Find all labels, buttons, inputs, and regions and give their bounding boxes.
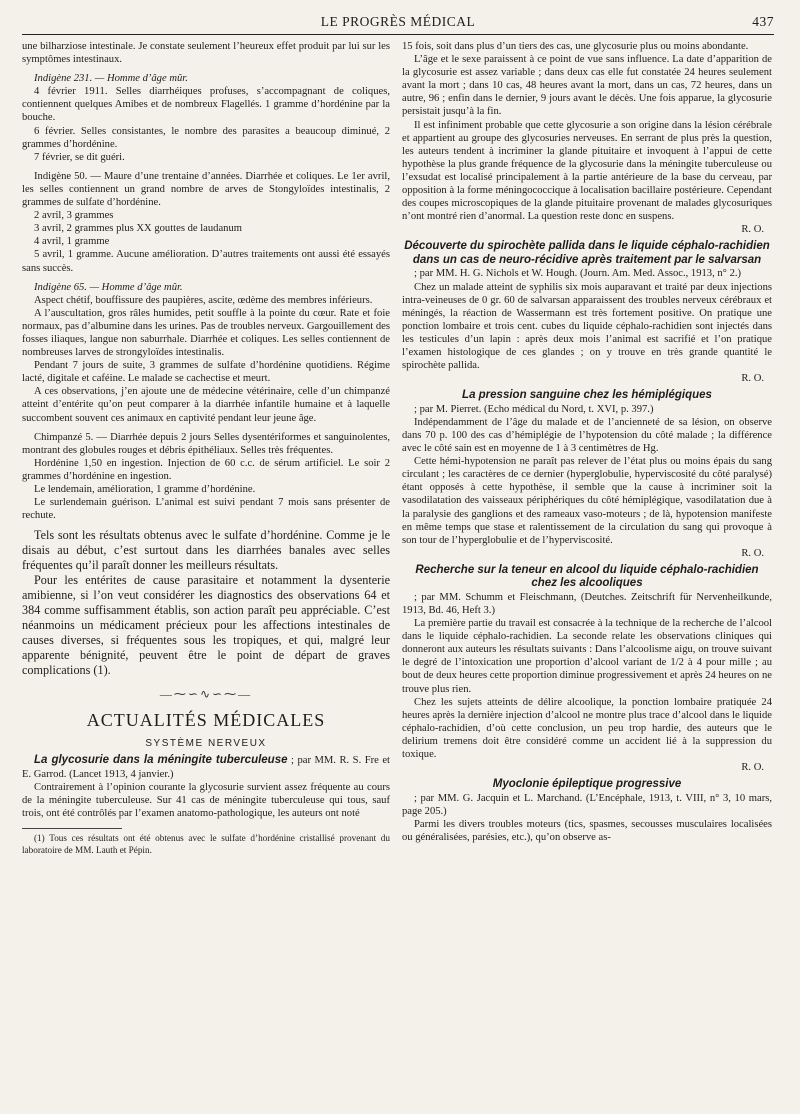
article-3-title: La pression sanguine chez les hémiplégiques (462, 389, 712, 402)
article-4-body: La première partie du travail est consacrée à la technique de la recherche de l’alcool dans le liquide céphalo-rachidien. La seconde relate les observations cliniques qui donneront aux auteurs les résultats suivants : Dans l’alcoolisme aigu, on trouve suivant le degré de l’intoxication une proportion d’alcool variant de 1/2 à 4 pour mille ; au bout de deux heures cette proportion diminue progressivement et après 24 heures on ne trouve plus rien. (402, 618, 772, 695)
journal-title: LE PROGRÈS MÉDICAL (320, 14, 476, 29)
article-1-body: Contrairement à l’opinion courante la glycosurie survient assez fréquente au cours de la méningite tuberculeuse. Sur 41 cas de méningite tuberculeuse qui tous, sauf trois, ont été contrôlés par l’examen anatomo-pathologique, les auteurs ont noté (22, 782, 390, 820)
continuation-paragraph: 15 fois, soit dans plus d’un tiers des cas, une glycosurie plus ou moins abondante. (402, 41, 749, 52)
case-3-line: Aspect chétif, bouffissure des paupières, ascite, œdème des membres inférieurs. (34, 294, 373, 306)
article-2-body: Chez un malade atteint de syphilis six mois auparavant et traité par deux injections intra-veineuses de 0 gr. 60 de salvarsan apparaissent des troubles nerveux cérébraux et méningés, la réaction de Wassermann est très fortement positive. On pratique une ponction lombaire et trois cent. cubes du liquide céphalo-rachidien sont injectés dans les testicules d’un lapin : après deux mois l’animal est sacrifié et l’on pratique l’examen histologique de ces glandes ; on y trouve en très grande quantité le spirochète pallida. (402, 281, 772, 372)
article-4-body: Chez les sujets atteints de délire alcoolique, la ponction lombaire pratiquée 24 heures après la dernière injection d’alcool ne montre plus trace d’alcool dans le liquide céphalo-rachidien, d’où cette conclusion, un peu trop hardie, des auteurs que le delirium tremens doit être considéré comme un accident lié à la suppression du toxique. (402, 696, 772, 760)
case-1-line: 7 février, se dit guéri. (34, 151, 125, 163)
author-signature: R. O. (741, 224, 764, 236)
subsection-title: SYSTÈME NERVEUX (145, 738, 267, 750)
case-4-line: Le surlendemain guérison. L’animal est suivi pendant 7 mois sans présenter de rechute. (22, 497, 390, 522)
case-2-line: 4 avril, 1 gramme (34, 236, 110, 248)
article-4-title: Recherche sur la teneur en alcool du liquide céphalo-rachidien chez les alcooliques (415, 563, 759, 590)
case-2-line: 3 avril, 2 grammes plus XX gouttes de laudanum (34, 223, 243, 235)
article-5-body: Parmi les divers troubles moteurs (tics, spasmes, secousses musculaires localisées ou généralisées, parésies, etc.), qu’on observe as- (402, 818, 772, 843)
footnote: (1) Tous ces résultats ont été obtenus avec le sulfate d’hordénine cristallisé provenant du laboratoire de MM. Lauth et Pépin. (22, 833, 390, 855)
article-4-byline: ; par MM. Schumm et Fleischmann, (Deutches. Zeitschrift für Nervenheilkunde, 1913, Bd. 46, Heft 3.) (402, 591, 772, 616)
article-5-title: Myoclonie épileptique progressive (492, 778, 682, 791)
page-number: 437 (752, 14, 774, 29)
case-4-heading: Chimpanzé 5. — Diarrhée depuis 2 jours Selles dysentériformes et sanguinolentes, montrant des globules rouges et débris épithéliaux. Selles très fréquentes. (22, 431, 390, 456)
article-3-body: Cette hémi-hypotension ne paraît pas relever de l’état plus ou moins épais du sang circulant ; les caractères de ce dernier (hyperglobulie, hyperviscosité du côté paralysé) étant opposés à cette hypothèse, il semble que la cause à incriminer soit la vasodilatation des vaisseaux périphériques du côté hémiplégique, vasodilatation due à la paralysie des ganglions et des rameaux vaso-moteurs ; de là, hypotension manifeste en même temps que stase et ralentissement de la circulation du sang qui provoque à son tour de l’hyperglobulie et de l’hyperviscosité. (402, 456, 772, 546)
header-rule (22, 34, 774, 35)
author-signature: R. O. (741, 547, 764, 559)
intro-paragraph: une bilharziose intestinale. Je constate seulement l’heureux effet produit par lui sur les symptômes intestinaux. (22, 41, 390, 66)
case-2-line: 5 avril, 1 gramme. Aucune amélioration. D’autres traitements ont aussi été essayés sans succès. (22, 249, 390, 274)
case-2-line: 2 avril, 3 grammes (34, 210, 114, 222)
continuation-paragraph: Il est infiniment probable que cette glycosurie a son origine dans la lésion cérébrale et appartient au groupe des glycosuries nerveuses. En serrant de plus près la question, les auteurs tendent à incriminer la glande pituitaire et invoquent à l’appui de cette hypothèse la plus grande fréquence de la glycosurie dans la méningite tuberculeuse ou l’exsudat est localisé principalement à la partie antérieure de la base du cerveau, par opposition à la forme méningococcique à localisation bacillaire postérieure. Cependant des coupes microscopiques de la glande pituitaire provenant de malades glycosuriques n’ont montré rien d’anormal. La question reste donc en suspens. (402, 119, 772, 223)
running-head (22, 10, 774, 32)
case-3-line: A ces observations, j’en ajoute une de médecine vétérinaire, celle d’un chimpanzé atteint d’entérite qu’on peut comparer à la diarrhée infantile humaine et à laquelle succombent souvent ces animaux en captivité pendant leur jeune âge. (22, 386, 390, 424)
conclusion-paragraph: Pour les entérites de cause parasitaire et notamment la dysenterie amibienne, si l’on veut considérer les diagnostics des observations 64 et 384 comme suffisamment établis, son action paraît peu appréciable. C’est néanmoins un médicament précieux pour les affections intestinales de causes diverses, si fréquentes sous les tropiques, et qui, malgré leur apparente bénignité, peuvent être le point de départ de graves complications (1). (22, 573, 390, 678)
case-4-line: Hordénine 1,50 en ingestion. Injection de 60 c.c. de sérum artificiel. Le soir 2 grammes d’hordénine en ingestion. (22, 457, 390, 482)
section-ornament: —⁓∽∿∽⁓— (159, 687, 253, 702)
case-1-line: 6 février. Selles consistantes, le nombre des parasites a beaucoup diminué, 2 grammes d’hordénine. (22, 125, 390, 150)
case-2-heading: Indigène 50. — Maure d’une trentaine d’années. Diarrhée et coliques. Le 1er avril, les selles contiennent un grand nombre de arves de Stongyloïdes intestinalis, 2 grammes de sulfate d’hordénine. (22, 170, 390, 209)
article-1-header (22, 754, 390, 781)
author-signature: R. O. (741, 762, 764, 774)
conclusion-paragraph: Tels sont les résultats obtenus avec le sulfate d’hordénine. Comme je le disais au début, c’est surtout dans les diarrhées banales avec selles fréquentes qu’il paraît donner les meilleurs résultats. (22, 528, 390, 573)
article-1-byline: ; par MM. R. S. Fre et E. Garrod. (Lancet 1913, 4 janvier.) (22, 755, 390, 780)
article-3-body: Indépendamment de l’âge du malade et de l’ancienneté de sa lésion, on observe dans 70 p. 100 des cas d’hémiplégie de l’hypotension du côté malade ; la différence avec le côté sain est en moyenne de 1 à 3 centimètres de Hg. (402, 416, 772, 455)
article-2-title: Découverte du spirochète pallida dans le liquide céphalo-rachidien dans un cas de neuro-récidive après traitement par le salvarsan (404, 240, 770, 266)
author-signature: R. O. (741, 373, 764, 385)
case-4-line: Le lendemain, amélioration, 1 gramme d’hordénine. (34, 484, 256, 495)
case-1-line: 4 février 1911. Selles diarrhéiques profuses, s’accompagnant de coliques, contiennent quelques Amibes et de nombreux Flagellés. 1 gramme d’hordénine par la bouche. (22, 86, 390, 124)
article-2-byline: ; par MM. H. G. Nichols et W. Hough. (Journ. Am. Med. Assoc., 1913, n° 2.) (414, 268, 742, 280)
case-1-heading: Indigène 231. — Homme d’âge mûr. (34, 73, 188, 85)
continuation-paragraph: L’âge et le sexe paraissent à ce point de vue sans influence. La date d’apparition de la glycosurie est assez variable ; dans deux cas elle fut constatée 24 heures seulement avant la mort ; dans 10 cas, 48 heures avant la mort, dans un cas, 72 heures, dans un autre, 96 ; enfin dans le dernier, 9 jours avant le décès. Une fois apparue, la glycosurie persistait jusqu’à la fin. (402, 54, 772, 118)
section-title: ACTUALITÉS MÉDICALES (86, 710, 326, 731)
left-column (22, 40, 390, 856)
footnote-rule (22, 828, 122, 829)
article-1-title: La glycosurie dans la méningite tuberculeuse (34, 754, 288, 767)
case-3-heading: Indigène 65. — Homme d’âge mûr. (34, 281, 183, 293)
case-3-line: Pendant 7 jours de suite, 3 grammes de sulfate d’hordénine quotidiens. Régime lacté, digitale et caféine. Le malade se cachectise et meurt. (22, 360, 390, 385)
article-3-byline: ; par M. Pierret. (Echo médical du Nord, t. XVI, p. 397.) (414, 403, 654, 415)
case-3-line: A l’auscultation, gros râles humides, petit souffle à la pointe du cœur. Rate et foie normaux, pas d’albumine dans les urines. Pas de troubles nerveux. Gargouillement des fosses iliaques, langue non saburrhale. Diarrhée et coliques. Les selles contiennent de nombreuses larves de strongyloïdes intestinalis. (22, 307, 390, 359)
right-column (402, 40, 772, 844)
article-5-byline: ; par MM. G. Jacquin et L. Marchand. (L’Encéphale, 1913, t. VIII, n° 3, 10 mars, page 205.) (402, 792, 772, 817)
